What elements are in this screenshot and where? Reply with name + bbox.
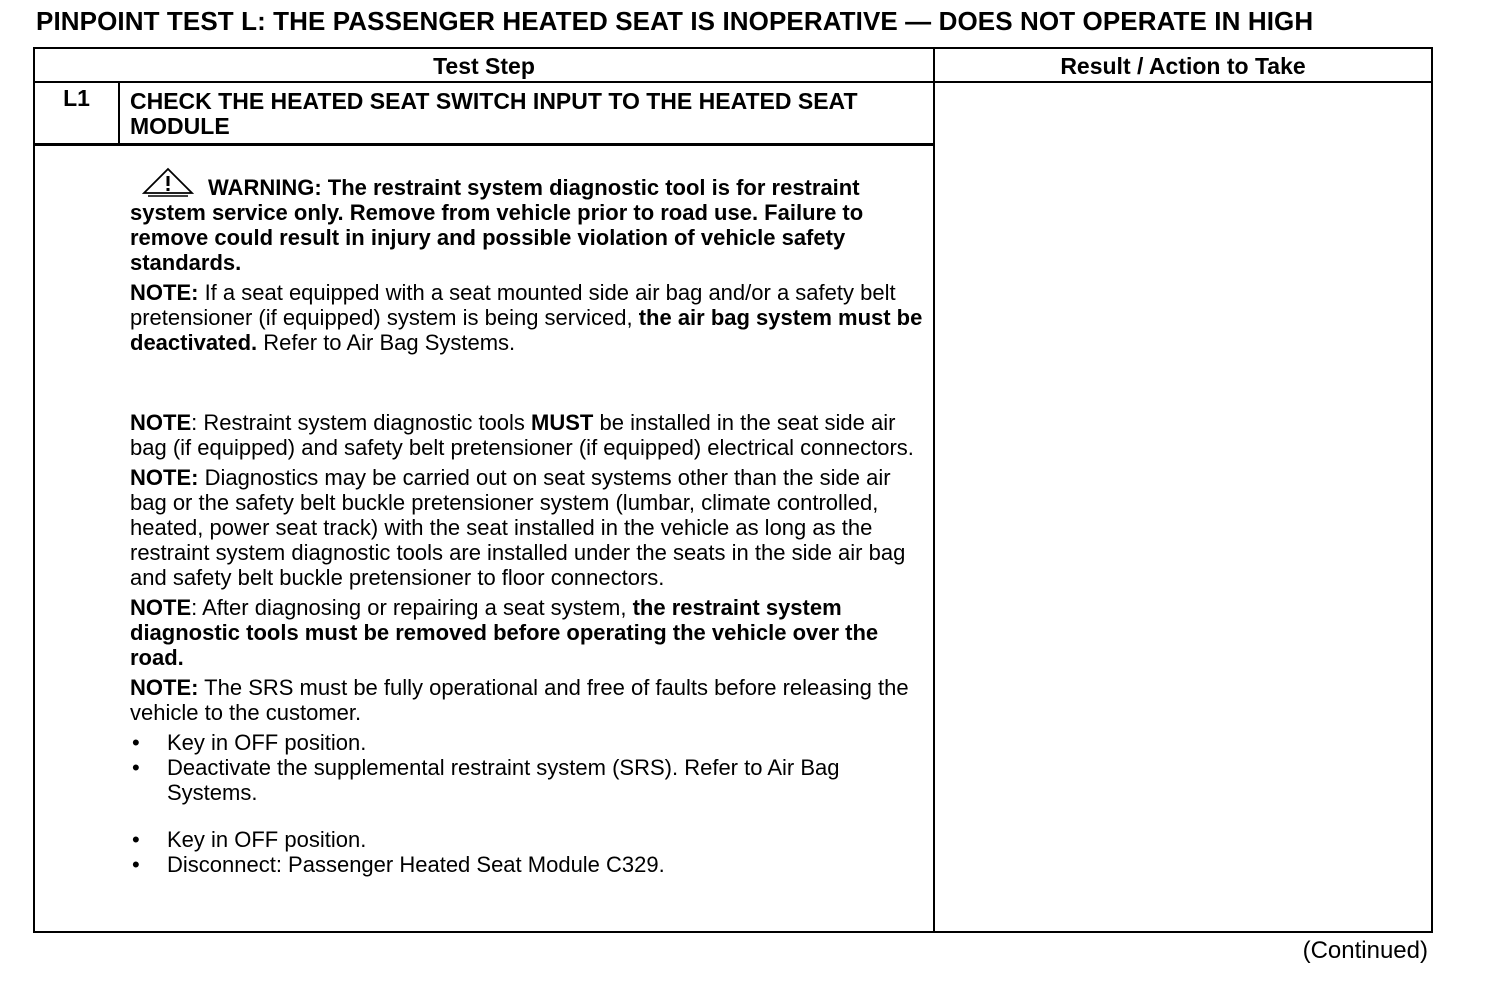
step-content: [130, 167, 930, 877]
note-2: [130, 410, 930, 460]
step-title-divider: [35, 143, 933, 146]
step-id-divider: [118, 83, 120, 145]
list-item: • Deactivate the supplemental restraint system (SRS). Refer to Air Bag Systems.: [132, 755, 840, 805]
note-1-text: If a seat equipped with a seat mounted side air bag and/or a safety belt pretensioner (if equipped) system is being serviced,: [130, 280, 896, 330]
note-4-text: : After diagnosing or repairing a seat system,: [191, 595, 633, 620]
note-4-label: NOTE: [130, 595, 192, 620]
continued-label: (Continued): [1302, 937, 1428, 964]
note-2-text-b: be installed in the seat side air bag (if equipped) and safety belt pretensioner (if equipped) electrical connectors.: [130, 410, 914, 460]
note-5: [130, 675, 930, 725]
note-3-label: NOTE:: [130, 465, 199, 490]
note-4-bold: the restraint system diagnostic tools must be removed before operating the vehicle over the road.: [130, 595, 879, 670]
warning-block: [130, 167, 930, 275]
header-test-step: Test Step: [433, 53, 535, 79]
note-2-text-a: : Restraint system diagnostic tools: [191, 410, 532, 435]
list-item: • Key in OFF position.: [132, 730, 367, 755]
list-item: • Key in OFF position.: [132, 827, 367, 852]
page-title: PINPOINT TEST L: THE PASSENGER HEATED SEAT IS INOPERATIVE — DOES NOT OPERATE IN HIGH: [36, 6, 1314, 36]
note-3-text: Diagnostics may be carried out on seat systems other than the side air bag or the safety belt buckle pretensioner system (lumbar, climate controlled, heated, power seat track) with the seat installed in the vehicle as long as the restraint system diagnostic tools are installed under the seats in the side air bag and safety belt buckle pretensioner to floor connectors.: [130, 465, 906, 590]
column-divider: [933, 49, 935, 931]
note-1-bold: the air bag system must be deactivated.: [130, 305, 923, 355]
note-2-bold: MUST: [531, 410, 594, 435]
note-1-tail: Refer to Air Bag Systems.: [257, 330, 516, 355]
note-4: [130, 595, 930, 670]
bullet-list-b: [130, 827, 930, 877]
header-result-action: Result / Action to Take: [1060, 53, 1306, 79]
list-item: • Disconnect: Passenger Heated Seat Module C329.: [132, 852, 665, 877]
note-3: [130, 465, 930, 590]
note-2-label: NOTE: [130, 410, 192, 435]
bullet-list-a: [130, 730, 930, 805]
note-5-text: The SRS must be fully operational and free of faults before releasing the vehicle to the customer.: [130, 675, 909, 725]
warning-triangle-icon: [142, 167, 194, 197]
warning-text: WARNING: The restraint system diagnostic tool is for restraint system service only. Remove from vehicle prior to road use. Failure to remove could result in injury and possible violation of vehicle safety standards.: [130, 175, 864, 275]
table-header-row: [35, 49, 1431, 83]
note-5-label: NOTE:: [130, 675, 199, 700]
step-title: CHECK THE HEATED SEAT SWITCH INPUT TO THE HEATED SEAT MODULE: [130, 88, 858, 139]
note-1-label: NOTE:: [130, 280, 199, 305]
note-1: [130, 280, 930, 355]
step-id: L1: [63, 85, 90, 111]
pinpoint-test-table: [33, 47, 1433, 933]
